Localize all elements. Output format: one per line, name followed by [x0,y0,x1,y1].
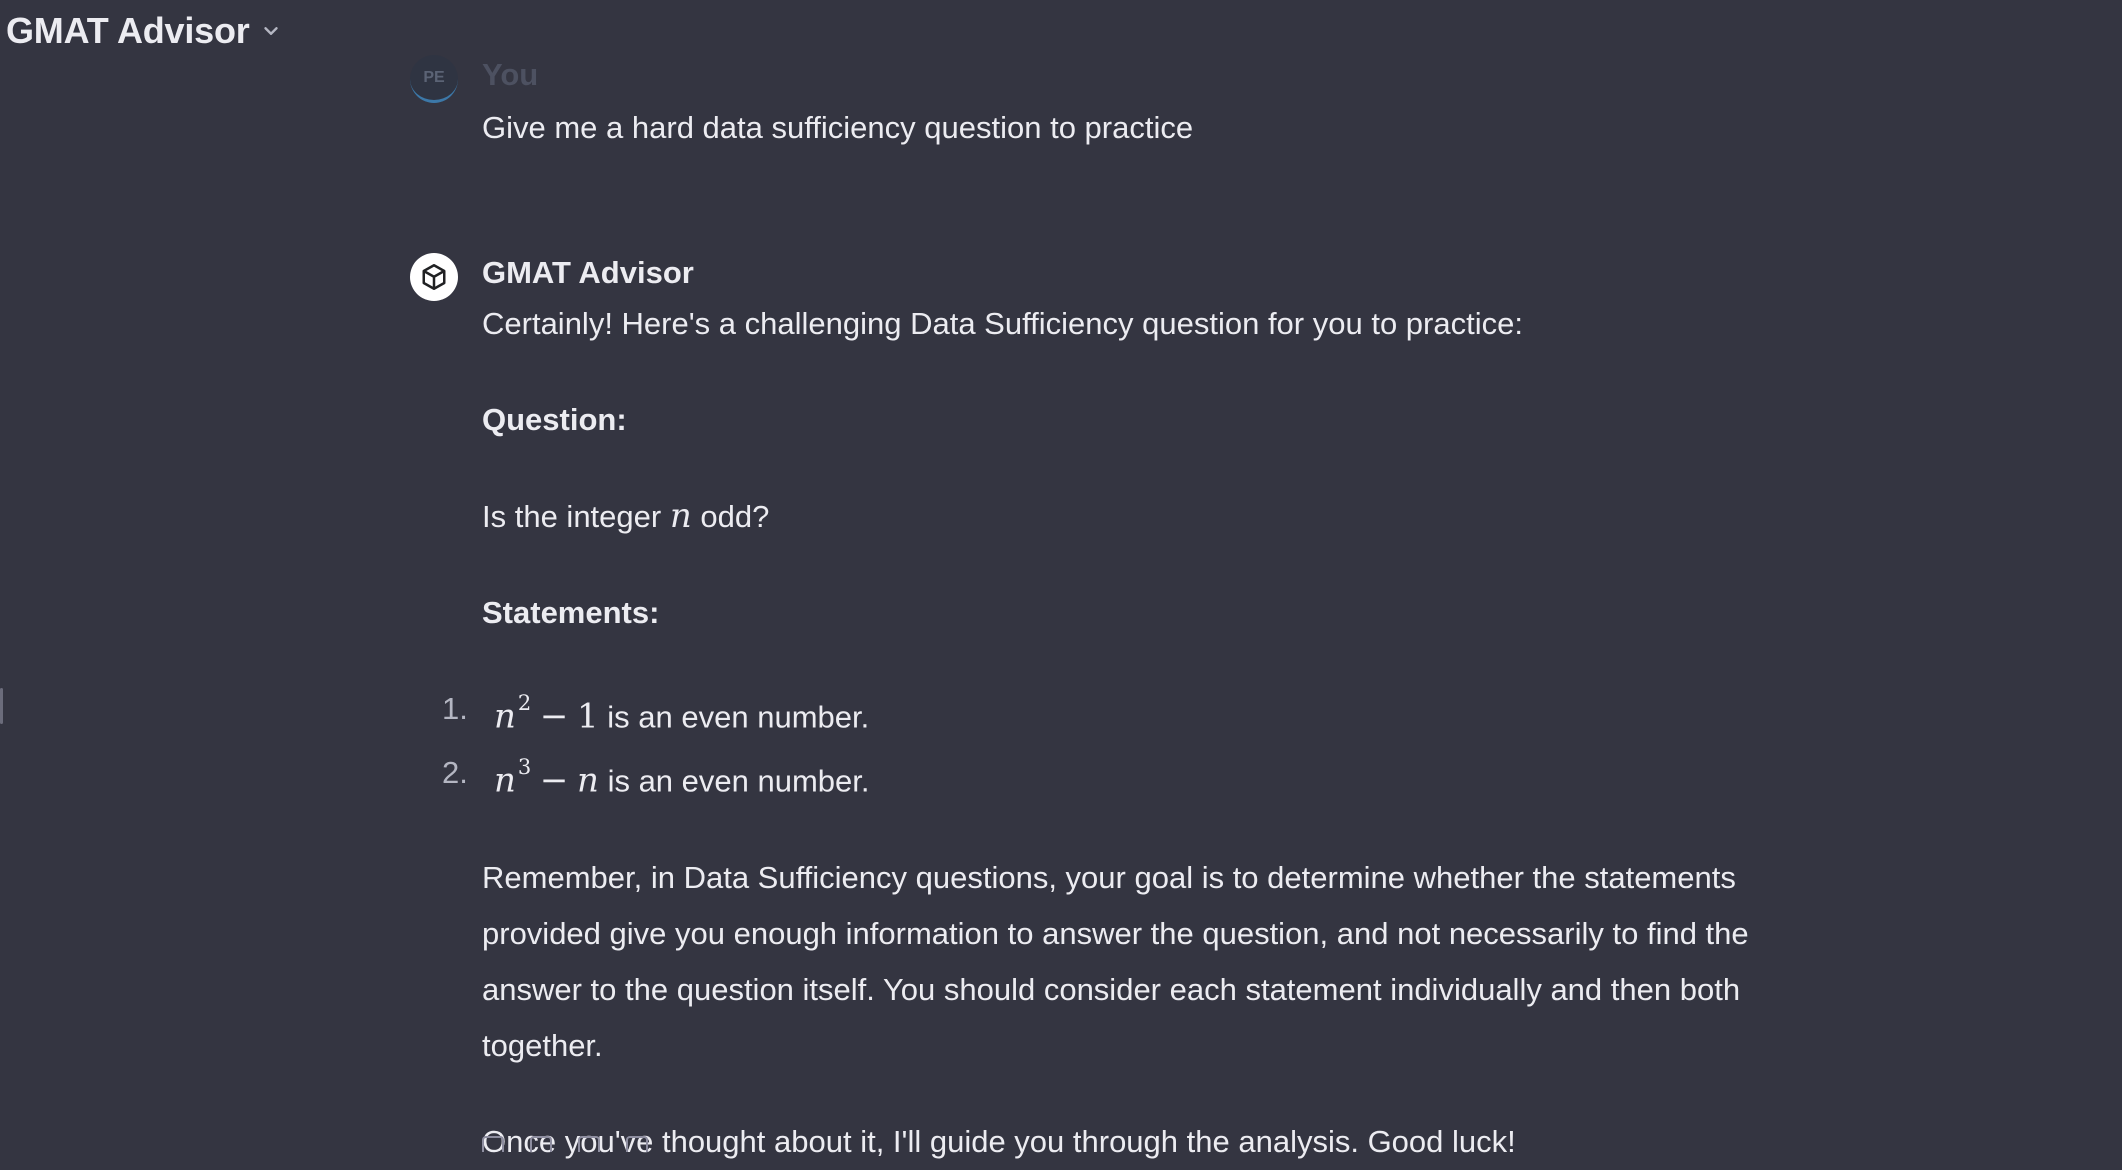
sidebar-toggle-handle[interactable] [0,688,3,724]
list-number: 2. [442,755,468,791]
math-base: n [494,696,516,737]
cube-icon [419,262,449,292]
message-actions [482,1136,648,1152]
list-number: 1. [442,691,468,726]
math-variable-n: n [669,496,692,536]
math-term: 1 [577,696,599,737]
assistant-author-label: GMAT Advisor [482,255,694,290]
closing-text: Once you've thought about it, I'll guide you through the analysis. Good luck! [482,1123,1516,1159]
question-suffix: odd? [700,499,770,534]
math-base: n [494,760,516,801]
question-text [482,488,1830,545]
user-author-label: You [482,57,539,92]
intro-text: Certainly! Here's a challenging Data Sufficiency question for you to practice: [482,306,1523,341]
question-heading: Question: [482,402,627,437]
math-operator: − [539,760,569,801]
assistant-message-body [442,296,1830,1170]
reminder-text: Remember, in Data Sufficiency questions, your goal is to determine whether the statements provided give you enough information to answer the question, and not necessarily to find the answer to the question itself. You should consider each statement individually and then both together. [482,859,1749,1063]
statements-heading: Statements: [482,595,660,630]
statements-list [442,681,1830,810]
math-exponent: 3 [517,755,532,780]
regenerate-icon[interactable] [626,1136,648,1152]
copy-icon[interactable] [482,1136,504,1152]
thumbs-down-icon[interactable] [578,1136,600,1152]
user-message [410,52,1830,156]
math-term: n [577,760,599,801]
assistant-message [410,250,1830,1170]
question-prefix: Is the integer [482,499,662,534]
user-avatar: PE [410,55,458,103]
model-selector[interactable] [6,10,282,52]
app-title: GMAT Advisor [6,10,250,51]
user-message-text: Give me a hard data sufficiency question to practice [482,110,1194,145]
assistant-avatar [410,253,458,301]
conversation-thread [410,52,1830,1170]
math-exponent: 2 [517,691,532,715]
statement-text: is an even number. [607,763,870,799]
math-operator: − [539,696,569,737]
list-item [442,745,1830,809]
list-item [442,681,1830,745]
thumbs-up-icon[interactable] [530,1136,552,1152]
chevron-down-icon [260,20,282,42]
statement-text: is an even number. [607,699,870,735]
